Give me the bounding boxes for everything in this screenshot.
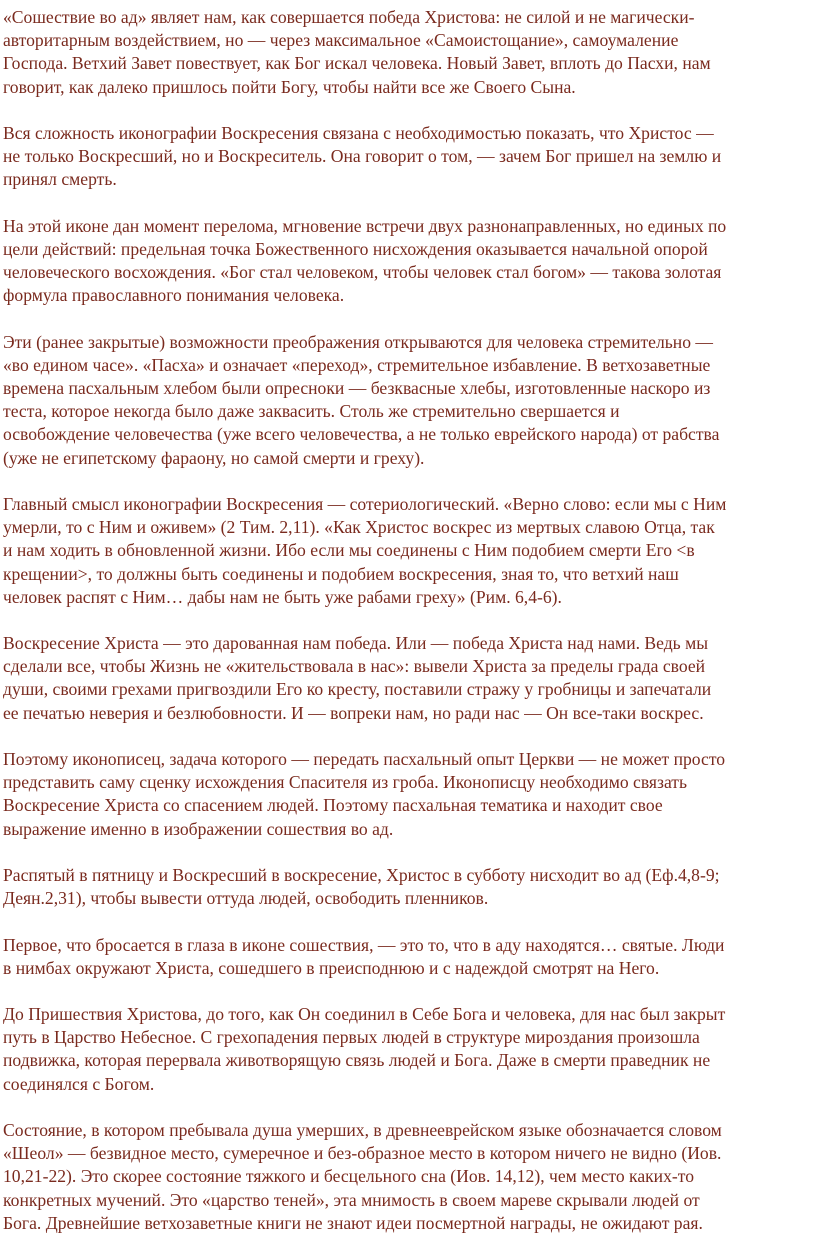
- text-line: цели действий: предельная точка Божественного нисхождения оказывается начальной опорой: [3, 238, 708, 259]
- text-line: умерли, то с Ним и оживем» (2 Тим. 2,11). «Как Христос воскрес из мертвых славою Отца, так: [3, 517, 715, 538]
- paragraph-pascha-meaning: [3, 331, 816, 470]
- text-line: человек распят с Ним… дабы нам не быть уже рабами греху» (Рим. 6,4-6).: [3, 586, 562, 607]
- text-line: Деян.2,31), чтобы вывести оттуда людей, освободить пленников.: [3, 888, 489, 909]
- text-line: конкретных мучений. Это «царство теней», эта мнимость в своем мареве скрывали людей от: [3, 1189, 700, 1210]
- text-line: «Сошествие во ад» являет нам, как совершается победа Христова: не силой и не магически-: [3, 7, 695, 27]
- text-line: Эти (ранее закрытые) возможности преображения открываются для человека стремительно —: [3, 331, 713, 352]
- text-line: Главный смысл иконографии Воскресения — сотериологический. «Верно слово: если мы с Ним: [3, 493, 727, 514]
- text-line: путь в Царство Небесное. С грехопадения первых людей в структуре мироздания произошла: [3, 1027, 700, 1048]
- paragraph-descent-saturday: [3, 864, 816, 910]
- paragraph-descent-victory: [3, 6, 816, 99]
- text-line: принял смерть.: [3, 169, 117, 190]
- text-line: представить саму сценку исхождения Спасителя из гроба. Иконописцу необходимо связать: [3, 772, 688, 793]
- paragraph-sheol: [3, 1119, 816, 1235]
- paragraph-iconographer-task: [3, 748, 816, 841]
- text-line: «во едином часе». «Пасха» и означает «переход», стремительное избавление. В ветхозаветные: [3, 354, 711, 375]
- text-line: времена пасхальным хлебом были опресноки — безквасные хлебы, изготовленные наскоро из: [3, 378, 711, 398]
- text-line: говорит, как далеко пришлось пойти Богу, чтобы найти все же Своего Сына.: [3, 76, 576, 97]
- paragraph-turning-point: [3, 215, 816, 308]
- text-line: Первое, что бросается в глаза в иконе сошествия, — это то, что в аду находятся… святые. Люди: [3, 934, 725, 955]
- paragraph-iconography-complexity: [3, 122, 816, 192]
- text-line: Поэтому иконописец, задача которого — передать пасхальный опыт Церкви — не может просто: [3, 749, 726, 769]
- text-line: 10,21-22). Это скорее состояние тяжкого и бесцельного сна (Иов. 14,12), чем место каких-то: [3, 1166, 695, 1187]
- text-line: сделали все, чтобы Жизнь не «жительствовала в нас»: вывели Христа за пределы града своей: [3, 656, 706, 677]
- text-line: «Шеол» — безвидное место, сумеречное и без-образное место в котором ничего не видно (Иов.: [3, 1143, 722, 1164]
- document-page: [3, 6, 816, 1258]
- text-line: в нимбах окружают Христа, сошедшего в преисподнюю и с надеждой смотрят на Него.: [3, 957, 660, 978]
- text-line: Господа. Ветхий Завет повествует, как Бог искал человека. Новый Завет, вплоть до Пасхи, нам: [3, 53, 711, 74]
- text-line: формула православного понимания человека.: [3, 285, 345, 306]
- text-line: (уже не египетскому фараону, но самой смерти и греху).: [3, 447, 425, 468]
- text-line: На этой иконе дан момент перелома, мгновение встречи двух разнонаправленных, но единых по: [3, 215, 727, 236]
- text-line: человеческого восхождения. «Бог стал человеком, чтобы человек стал богом» — такова золотая: [3, 262, 722, 283]
- text-line: До Пришествия Христова, до того, как Он соединил в Себе Бога и человека, для нас был закрыт: [3, 1004, 726, 1025]
- text-line: Состояние, в котором пребывала душа умерших, в древнееврейском языке обозначается словом: [3, 1120, 722, 1140]
- text-line: выражение именно в изображении сошествия во ад.: [3, 818, 394, 839]
- text-line: теста, которое некогда было даже заквасить. Столь же стремительно свершается и: [3, 401, 620, 422]
- text-line: подвижка, которая перервала животворящую связь людей и Бога. Даже в смерти праведник не: [3, 1050, 711, 1071]
- text-line: освобождение человечества (уже всего человечества, а не только еврейского народа) от рабства: [3, 424, 720, 445]
- text-line: и нам ходить в обновленной жизни. Ибо если мы соединены с Ним подобием смерти Его <в: [3, 540, 695, 561]
- text-line: Воскресение Христа со спасением людей. Поэтому пасхальная тематика и находит свое: [3, 795, 663, 816]
- text-line: крещении>, то должны быть соединены и подобием воскресения, зная то, что ветхий наш: [3, 563, 679, 584]
- text-line: Распятый в пятницу и Воскресший в воскресение, Христос в субботу нисходит во ад (Еф.4,8-9;: [3, 864, 720, 885]
- text-line: Бога. Древнейшие ветхозаветные книги не знают идеи посмертной награды, не ожидают рая.: [3, 1212, 703, 1233]
- text-line: ее печатью неверия и безлюбовности. И — вопреки нам, но ради нас — Он все-таки воскрес.: [3, 702, 704, 723]
- text-line: соединялся с Богом.: [3, 1073, 155, 1094]
- text-line: Воскресение Христа — это дарованная нам победа. Или — победа Христа над нами. Ведь мы: [3, 633, 709, 654]
- paragraph-saints-in-hell: [3, 934, 816, 980]
- paragraph-before-coming: [3, 1003, 816, 1096]
- paragraph-given-victory: [3, 632, 816, 725]
- paragraph-soteriological: [3, 493, 816, 609]
- text-line: авторитарным воздействием, но — через максимальное «Самоистощание», самоумаление: [3, 30, 679, 51]
- text-line: души, своими грехами пригвоздили Его ко кресту, поставили стражу у гробницы и запечатали: [3, 679, 712, 700]
- text-line: Вся сложность иконографии Воскресения связана с необходимостью показать, что Христос —: [3, 122, 714, 143]
- text-line: не только Воскресший, но и Воскреситель. Она говорит о том, — зачем Бог пришел на землю и: [3, 146, 722, 167]
